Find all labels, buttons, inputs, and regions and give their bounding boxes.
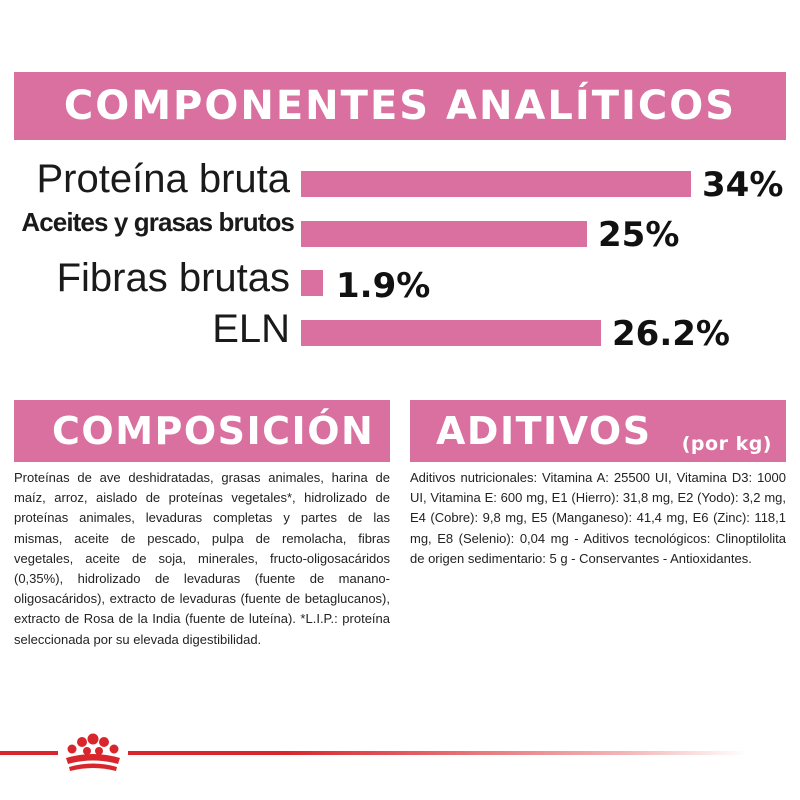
footer-divider-left [0,751,58,755]
nutrient-bar-fiber [301,270,323,296]
nutrient-label-protein: Proteína bruta [36,157,290,201]
nutrient-value-fiber: 1.9% [336,266,431,306]
nutrient-value-protein: 34% [702,165,784,205]
composition-text: Proteínas de ave deshidratadas, grasas animales, harina de maíz, arroz, aislado de proteínas vegetales*, hidrolizado de proteínas animales, levaduras completas y partes de las mismas, aceite de pescado, pulpa de remolacha, fibras vegetales, aceite de soja, minerales, fructo-oligosacáridos (0,35%), hidrolizado de levaduras (fuente de manano-oligosacáridos), extracto de levaduras (fuente de betaglucanos), extracto de Rosa de la India (fuente de luteína). *L.I.P.: proteína seleccionada por su elevada digestibilidad. [14,470,390,647]
composition-header [14,400,390,462]
royal-canin-crown-icon [58,730,128,778]
additives-title: ADITIVOS [436,409,652,453]
nutrient-bar-eln [301,320,601,346]
analytic-components-title: COMPONENTES ANALÍTICOS [63,83,737,129]
nutrient-label-fiber: Fibras brutas [56,256,290,300]
additives-header [410,400,786,462]
nutrient-value-eln: 26.2% [612,314,730,354]
additives-subtitle: (por kg) [681,433,772,455]
nutrient-label-fats: Aceites y grasas brutos [21,207,294,237]
nutrient-value-fats: 25% [598,215,680,255]
nutrient-bar-fats [301,221,587,247]
analytic-components-header [14,72,786,140]
footer-divider-right [128,751,748,755]
composition-title: COMPOSICIÓN [52,409,375,453]
nutrient-bar-protein [301,171,691,197]
additives-text: Aditivos nutricionales: Vitamina A: 25500 UI, Vitamina D3: 1000 UI, Vitamina E: 600 mg, E1 (Hierro): 31,8 mg, E2 (Yodo): 3,2 mg, E4 (Cobre): 9,8 mg, E5 (Manganeso): 41,4 mg, E6 (Zinc): 118,1 mg, E8 (Selenio): 0,04 mg - Aditivos tecnológicos: Clinoptilolita de origen sedimentario: 5 g - Conservantes - Antioxidantes. [410,470,786,566]
nutrient-label-eln: ELN [212,307,290,351]
